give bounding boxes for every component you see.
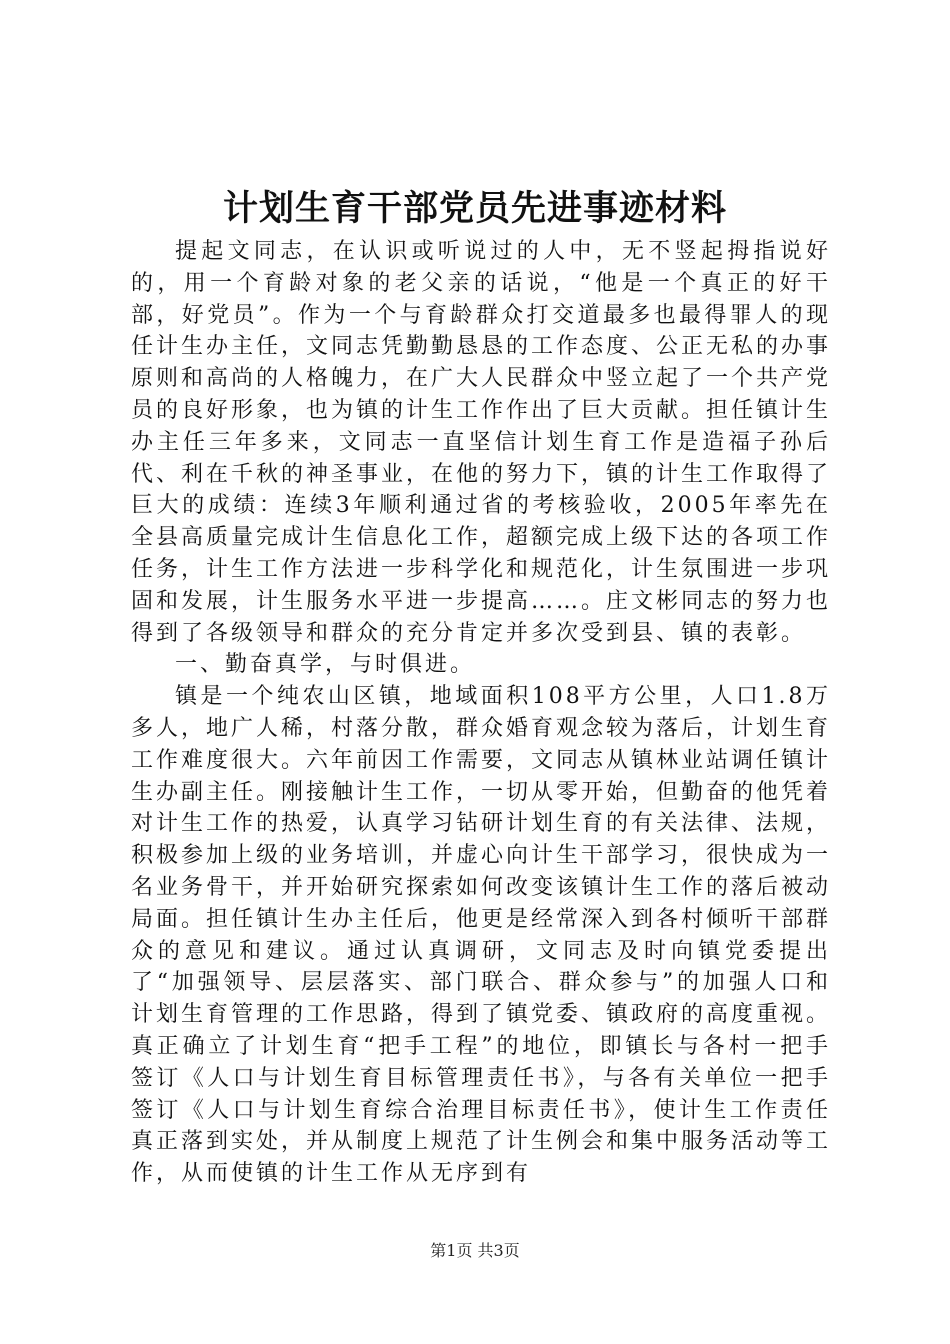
section-heading-1: 一、勤奋真学，与时俱进。 xyxy=(175,652,476,678)
document-title: 计划生育干部党员先进事迹材料 xyxy=(222,188,727,229)
document-body xyxy=(131,236,831,1190)
page-number-footer: 第1页 共3页 xyxy=(430,1241,520,1260)
paragraph-intro: 提起文同志，在认识或听说过的人中，无不竖起拇指说好的，用一个育龄对象的老父亲的话说，“他是一个真正的好干部，好党员”。作为一个与育龄群众打交道最多也最得罪人的现任计生办主任，文同志凭勤勤恳恳的工作态度、公正无私的办事原则和高尚的人格魄力，在广大人民群众中竖立起了一个共产党员的良好形象，也为镇的计生工作作出了巨大贡献。担任镇计生办主任三年多来，文同志一直坚信计划生育工作是造福子孙后代、利在千秋的神圣事业，在他的努力下，镇的计生工作取得了巨大的成绩：连续3年顺利通过省的考核验收，2005年率先在全县高质量完成计生信息化工作，超额完成上级下达的各项工作任务，计生工作方法进一步科学化和规范化，计生氛围进一步巩固和发展，计生服务水平进一步提高……。庄文彬同志的努力也得到了各级领导和群众的充分肯定并多次受到县、镇的表彰。 xyxy=(131,239,832,646)
paragraph-section-1: 镇是一个纯农山区镇，地域面积108平方公里，人口1.8万多人，地广人稀，村落分散，群众婚育观念较为落后，计划生育工作难度很大。六年前因工作需要，文同志从镇林业站调任镇计生办副主任。刚接触计生工作，一切从零开始，但勤奋的他凭着对计生工作的热爱，认真学习钻研计划生育的有关法律、法规，积极参加上级的业务培训，并虚心向计生干部学习，很快成为一名业务骨干，并开始研究探索如何改变该镇计生工作的落后被动局面。担任镇计生办主任后，他更是经常深入到各村倾听干部群众的意见和建议。通过认真调研，文同志及时向镇党委提出了“加强领导、层层落实、部门联合、群众参与”的加强人口和计划生育管理的工作思路，得到了镇党委、镇政府的高度重视。真正确立了计划生育“把手工程”的地位，即镇长与各村一把手签订《人口与计划生育目标管理责任书》，与各有关单位一把手签订《人口与计划生育综合治理目标责任书》，使计生工作责任真正落到实处，并从制度上规范了计生例会和集中服务活动等工作，从而使镇的计生工作从无序到有 xyxy=(131,684,832,1187)
